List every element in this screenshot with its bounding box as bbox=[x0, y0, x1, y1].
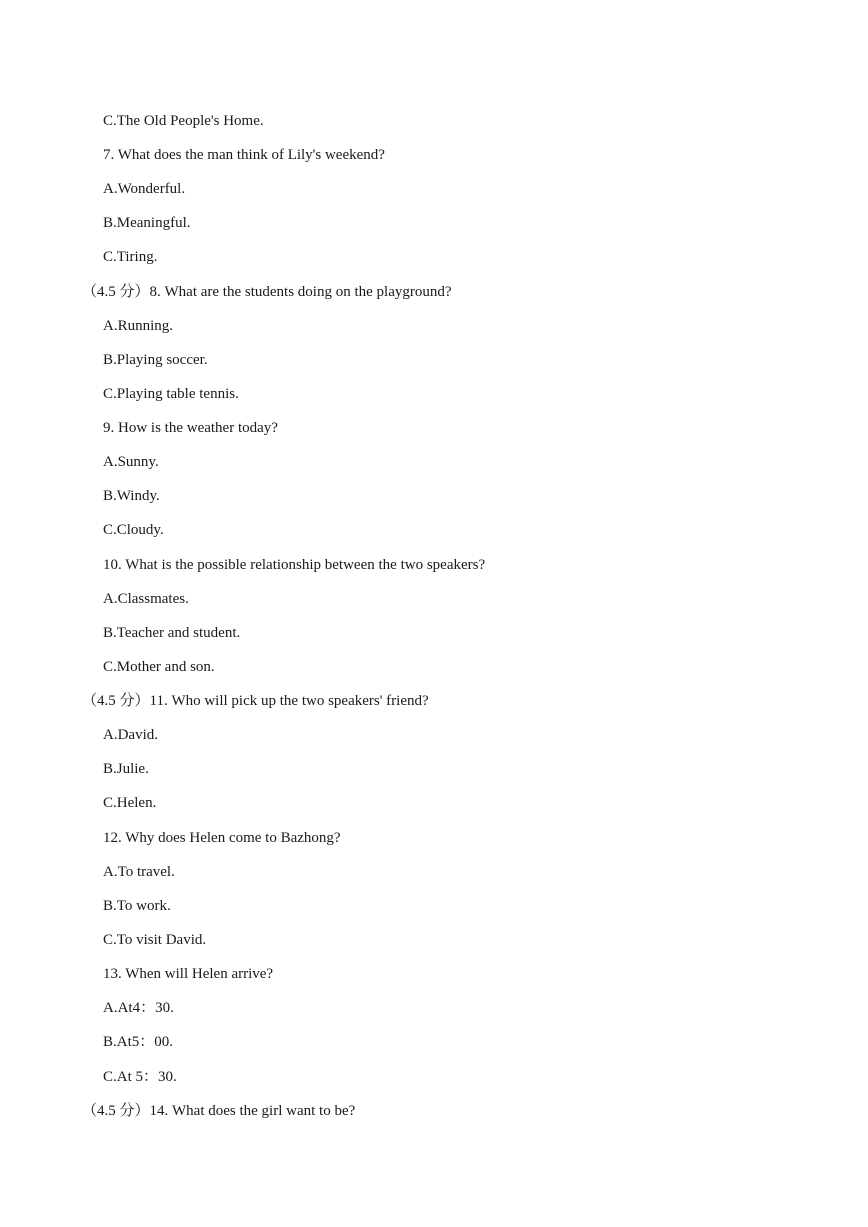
question-14: （4.5 分）14. What does the girl want to be? bbox=[82, 1103, 356, 1119]
option-b-q7: B.Meaningful. bbox=[103, 215, 191, 231]
option-a-q7: A.Wonderful. bbox=[103, 181, 186, 197]
question-13: 13. When will Helen arrive? bbox=[103, 966, 274, 982]
question-11: （4.5 分）11. Who will pick up the two speakers' friend? bbox=[82, 693, 429, 709]
option-c-q8: C.Playing table tennis. bbox=[103, 386, 239, 402]
option-a-q11: A.David. bbox=[103, 727, 158, 743]
option-c-q12: C.To visit David. bbox=[103, 932, 207, 948]
option-b-q9: B.Windy. bbox=[103, 488, 160, 504]
option-c-q11: C.Helen. bbox=[103, 795, 157, 811]
question-8: （4.5 分）8. What are the students doing on the playground? bbox=[82, 284, 452, 300]
option-b-q11: B.Julie. bbox=[103, 761, 149, 777]
question-12: 12. Why does Helen come to Bazhong? bbox=[103, 830, 341, 846]
option-b-q8: B.Playing soccer. bbox=[103, 352, 208, 368]
option-a-q9: A.Sunny. bbox=[103, 454, 159, 470]
option-c-q10: C.Mother and son. bbox=[103, 659, 215, 675]
option-b-q12: B.To work. bbox=[103, 898, 171, 914]
option-b-q13: B.At5：00. bbox=[103, 1034, 174, 1050]
option-c-q6: C.The Old People's Home. bbox=[103, 113, 264, 129]
option-c-q7: C.Tiring. bbox=[103, 249, 158, 265]
question-9: 9. How is the weather today? bbox=[103, 420, 278, 436]
option-a-q13: A.At4：30. bbox=[103, 1000, 174, 1016]
question-7: 7. What does the man think of Lily's weekend? bbox=[103, 147, 385, 163]
option-c-q9: C.Cloudy. bbox=[103, 522, 164, 538]
option-a-q12: A.To travel. bbox=[103, 864, 175, 880]
question-10: 10. What is the possible relationship between the two speakers? bbox=[103, 557, 486, 573]
option-a-q8: A.Running. bbox=[103, 318, 174, 334]
option-b-q10: B.Teacher and student. bbox=[103, 625, 241, 641]
option-c-q13: C.At 5：30. bbox=[103, 1069, 177, 1085]
option-a-q10: A.Classmates. bbox=[103, 591, 189, 607]
